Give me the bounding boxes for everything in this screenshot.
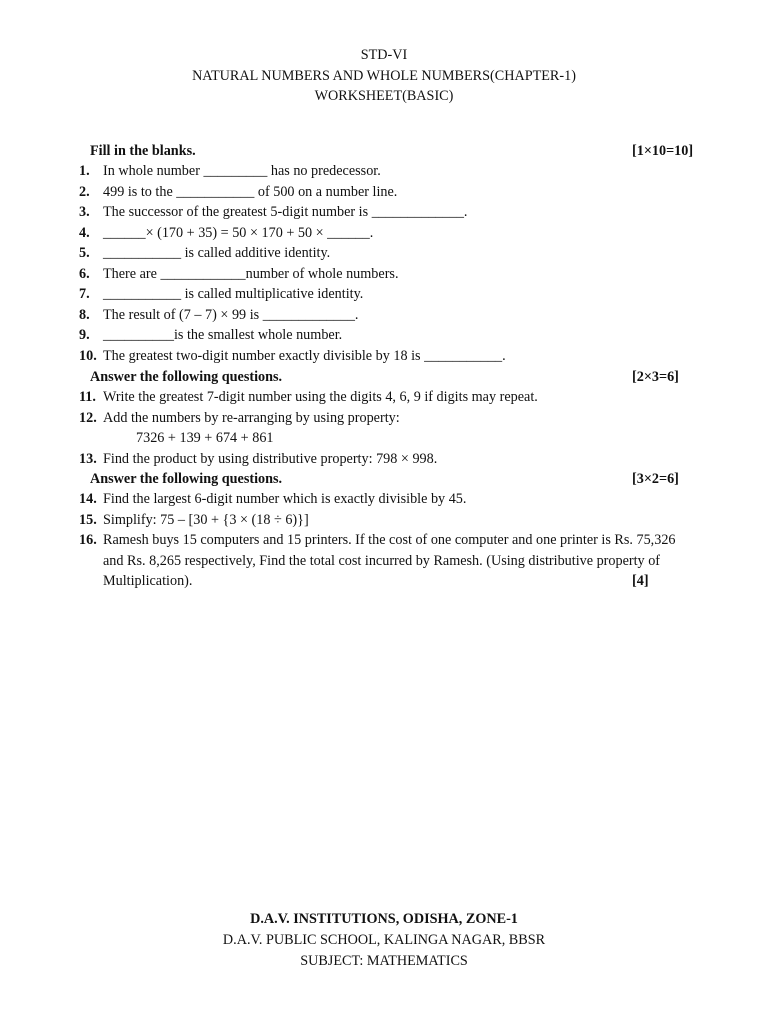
section-short-answer: [90, 367, 700, 387]
question-text: ___________ is called multiplicative identity.: [103, 286, 364, 302]
question-text: ___________ is called additive identity.: [103, 245, 331, 261]
question-number: 5.: [79, 245, 90, 261]
question-number: 12.: [79, 409, 97, 426]
question-item: [79, 530, 719, 594]
question-number: 8.: [79, 306, 90, 323]
question-text: Simplify: 75 – [30 + {3 × (18 ÷ 6)}]: [103, 511, 309, 528]
worksheet-footer: [0, 909, 768, 971]
section-title: Fill in the blanks.: [90, 143, 196, 159]
section-title: Answer the following questions.: [90, 369, 283, 385]
worksheet-header: [0, 45, 768, 107]
question-text-line: Ramesh buys 15 computers and 15 printers. If the cost of one computer and one printer is Rs. 75,326: [103, 532, 676, 548]
question-text: 499 is to the ___________ of 500 on a number line.: [103, 183, 398, 200]
question-text: There are ____________number of whole numbers.: [103, 265, 399, 282]
institution-name: D.A.V. INSTITUTIONS, ODISHA, ZONE-1: [250, 911, 518, 927]
chapter-title: NATURAL NUMBERS AND WHOLE NUMBERS(CHAPTER-1): [192, 67, 576, 84]
question-item: [79, 408, 719, 450]
question-number: 16.: [79, 532, 97, 548]
question-text-line: and Rs. 8,265 respectively, Find the total cost incurred by Ramesh. (Using distributive property of: [103, 552, 661, 569]
subject-label: SUBJECT: MATHEMATICS: [300, 952, 468, 969]
question-number: 11.: [79, 389, 96, 405]
section-marks: [3×2=6]: [632, 471, 679, 487]
question-text: The successor of the greatest 5-digit number is _____________.: [103, 204, 468, 220]
class-label: STD-VI: [360, 47, 408, 63]
section-fill-blanks: [90, 141, 700, 161]
question-marks: [4]: [632, 573, 649, 590]
question-number: 1.: [79, 163, 90, 179]
worksheet-title: WORKSHEET(BASIC): [314, 88, 454, 104]
section-long-answer: [90, 469, 700, 489]
question-number: 6.: [79, 265, 90, 282]
question-number: 15.: [79, 511, 97, 528]
question-text: Write the greatest 7-digit number using the digits 4, 6, 9 if digits may repeat.: [103, 389, 538, 405]
question-expression: 7326 + 139 + 674 + 861: [136, 430, 274, 446]
section-marks: [1×10=10]: [632, 143, 694, 159]
question-number: 13.: [79, 450, 97, 467]
question-text: ______× (170 + 35) = 50 × 170 + 50 × ______.: [103, 224, 374, 241]
question-text-line: Multiplication).: [103, 573, 193, 590]
question-number: 4.: [79, 224, 90, 241]
question-number: 7.: [79, 286, 90, 302]
question-number: 10.: [79, 347, 97, 364]
question-text: __________is the smallest whole number.: [103, 327, 343, 343]
question-text: Find the largest 6-digit number which is exactly divisible by 45.: [103, 491, 467, 507]
question-text: In whole number _________ has no predecessor.: [103, 163, 381, 179]
question-number: 14.: [79, 491, 97, 507]
question-text: Find the product by using distributive property: 798 × 998.: [103, 450, 438, 467]
question-number: 2.: [79, 183, 90, 200]
question-number: 9.: [79, 327, 90, 343]
school-name: D.A.V. PUBLIC SCHOOL, KALINGA NAGAR, BBSR: [222, 931, 546, 948]
section-title: Answer the following questions.: [90, 471, 283, 487]
question-text: The result of (7 – 7) × 99 is _____________.: [103, 306, 359, 323]
question-number: 3.: [79, 204, 90, 220]
question-text: Add the numbers by re-arranging by using property:: [103, 409, 400, 426]
question-text: The greatest two-digit number exactly divisible by 18 is ___________.: [103, 347, 506, 364]
section-marks: [2×3=6]: [632, 369, 679, 385]
